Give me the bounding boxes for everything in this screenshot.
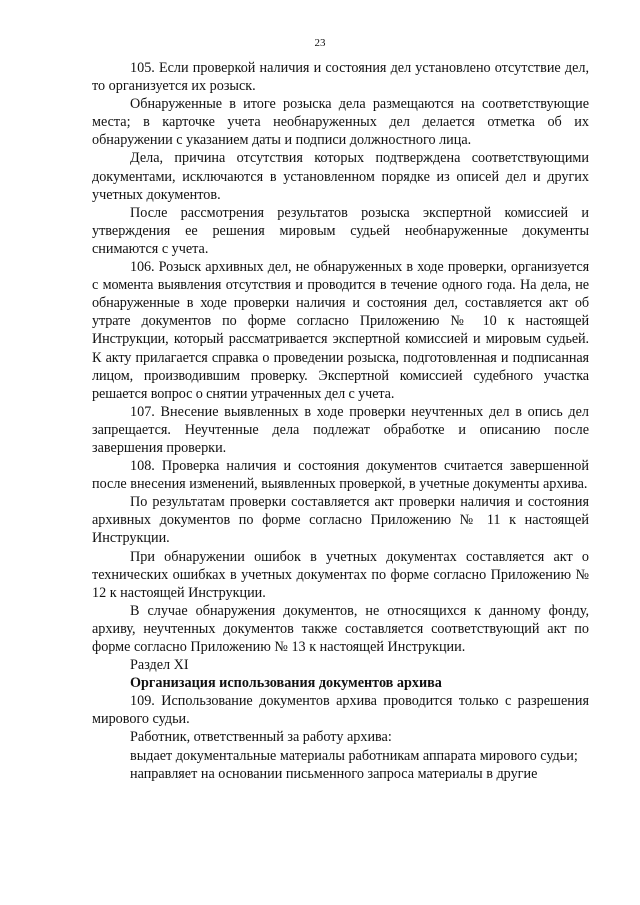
paragraph-confirmed-absence: Дела, причина отсутствия которых подтверждена соответствующими документами, исключаются в установленном порядке из описей дел и других учетных документов. — [92, 150, 589, 203]
paragraph-106: 106. Розыск архивных дел, не обнаруженных в ходе проверки, организуется с момента выявления отсутствия и проводится в течение одного года. На дела, не обнаруженные в ходе проверки наличия и состояния дел, составляется акт об утрате документов по форме согласно Приложению № 10 к настоящей Инструкции, который рассматривается экспертной комиссией и мировым судьей. К акту прилагается справка о проведении розыска, подготовленная и подписанная лицом, производившим проверку. Экспертной комиссией судебного участка решается вопрос о снятии утраченных дел с учета. — [92, 259, 589, 402]
section-number: Раздел XI — [130, 657, 189, 674]
paragraph-archive-worker: Работник, ответственный за работу архива: — [130, 729, 392, 746]
paragraph-expert-commission: После рассмотрения результатов розыска экспертной комиссией и утверждения ее решения мировым судьей необнаруженные документы снимаются с учета. — [92, 204, 589, 257]
section-title: Организация использования документов архива — [130, 675, 442, 692]
page-number: 23 — [314, 37, 326, 49]
paragraph-foreign-documents: В случае обнаружения документов, не относящихся к данному фонду, архиву, неучтенных документов также составляется соответствующий акт по форме согласно Приложению № 13 к настоящей Инструкции. — [92, 602, 589, 655]
paragraph-check-act: По результатам проверки составляется акт проверки наличия и состояния архивных документов по форме согласно Приложению № 11 к настоящей Инструкции. — [92, 494, 589, 547]
paragraph-sends-materials: направляет на основании письменного запроса материалы в другие — [130, 765, 538, 782]
paragraph-issues-materials: выдает документальные материалы работникам аппарата мирового судьи; — [130, 747, 578, 764]
paragraph-found-cases: Обнаруженные в итоге розыска дела размещаются на соответствующие места; в карточке учета необнаруженных дел делается отметка об их обнаружении с указанием даты и подписи должностного лица. — [92, 96, 589, 149]
paragraph-107: 107. Внесение выявленных в ходе проверки неучтенных дел в опись дел запрещается. Неучтенные дела подлежат обработке и описанию после завершения проверки. — [92, 403, 589, 456]
paragraph-technical-errors: При обнаружении ошибок в учетных документах составляется акт о технических ошибках в учетных документах по форме согласно Приложению № 12 к настоящей Инструкции. — [92, 548, 589, 601]
document-body — [92, 59, 589, 783]
paragraph-108: 108. Проверка наличия и состояния документов считается завершенной после внесения изменений, выявленных проверкой, в учетные документы архива. — [92, 458, 589, 493]
paragraph-109: 109. Использование документов архива проводится только с разрешения мирового судьи. — [92, 693, 589, 728]
paragraph-105: 105. Если проверкой наличия и состояния дел установлено отсутствие дел, то организуется их розыск. — [92, 60, 589, 95]
